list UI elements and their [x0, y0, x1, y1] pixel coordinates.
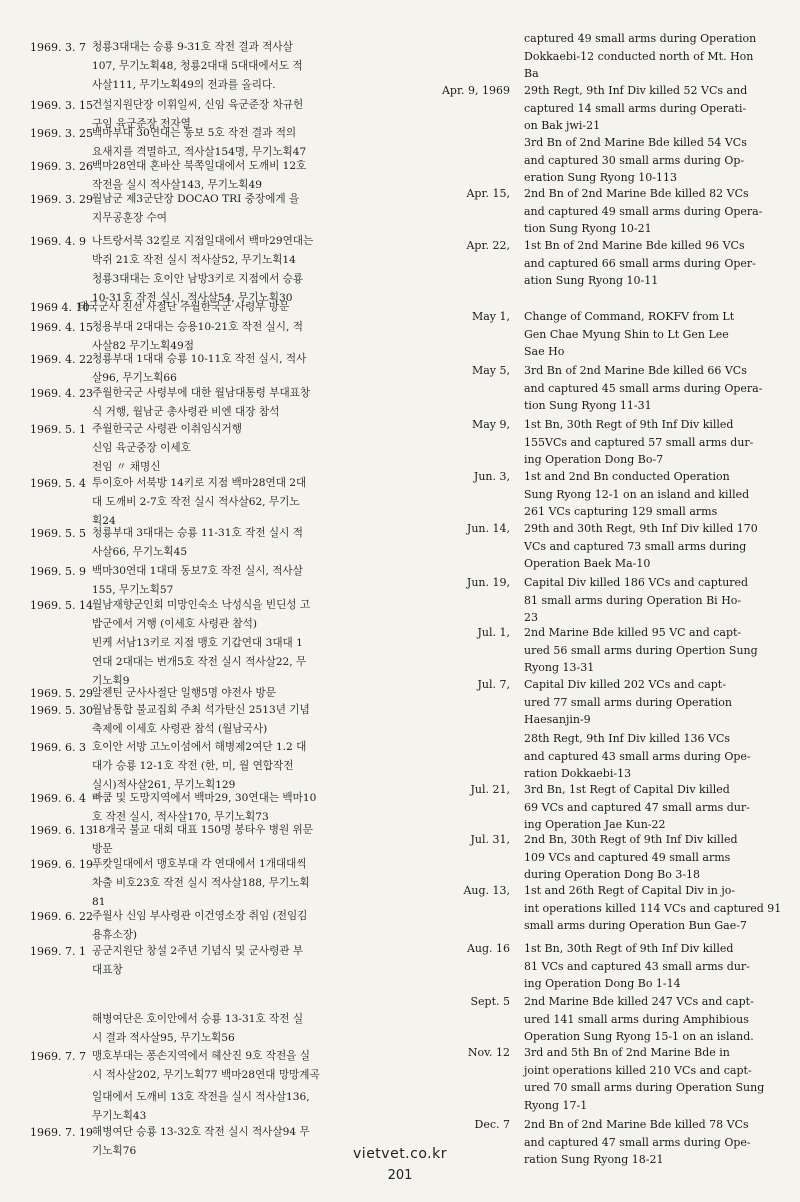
entry-line: Sae Ho — [524, 345, 565, 358]
entry-line: 대 도깨비 2-7호 작전 실시 적사살62, 무기노 — [92, 496, 300, 508]
entry-line: ation Sung Ryong 10-11 — [524, 274, 659, 287]
entry-text — [92, 738, 382, 795]
entry-line: 백마부대 30연대는 동보 5호 작전 결과 적의 — [92, 127, 297, 139]
entry-line: 청용부대 2대대는 승용10-21호 작전 실시, 적 — [92, 321, 303, 333]
entry-line: 1st Bn, 30th Regt of 9th Inf Div killed — [524, 418, 734, 431]
entry-date: 1969. 7. 19 — [30, 1126, 93, 1139]
entry-line: 28th Regt, 9th Inf Div killed 136 VCs — [524, 732, 731, 745]
entry-text — [92, 474, 382, 531]
entry-text — [92, 1088, 382, 1126]
entry-line: 기노획76 — [92, 1145, 137, 1157]
entry-line: 방문 — [92, 843, 113, 855]
entry-line: 69 VCs and captured 47 small arms dur- — [524, 800, 750, 814]
entry-line: 청룡3대대는 호이안 남방3키로 지점에서 승룡 — [92, 273, 304, 285]
entry-date: Jul. 7, — [477, 678, 510, 691]
entry-line: small arms during Operation Bun Gae-7 — [524, 919, 747, 932]
entry-text — [92, 907, 382, 945]
entry-line: on Bak jwi-21 — [524, 119, 601, 132]
entry-text — [92, 701, 382, 739]
entry-date: May 5, — [471, 364, 510, 377]
entry-text — [92, 942, 382, 980]
entry-date: 1969. 6. 19 — [30, 858, 93, 871]
entry-line: 빈케 서남13키로 지점 맹호 기갑연대 3대대 1 — [92, 637, 303, 649]
entry-line: Operation Baek Ma-10 — [524, 557, 651, 570]
entry-line: 백마28연대 혼바산 북쪽일대에서 도깨비 12호 — [92, 160, 307, 172]
entry-date: 1969. 5. 4 — [30, 477, 86, 490]
entry-line: 태국군사 친선 사절단 주월한국군 사령부 방문 — [78, 301, 290, 313]
entry-date: 1969. 4. 22 — [30, 353, 93, 366]
entry-line: Ryong 13-31 — [524, 661, 595, 674]
entry-text — [524, 624, 800, 677]
entry-text — [92, 596, 382, 691]
entry-line: 1st and 2nd Bn conducted Operation — [524, 470, 730, 483]
entry-line: and captured 66 small arms during Oper- — [524, 256, 756, 270]
entry-line: Haesanjin-9 — [524, 713, 591, 726]
entry-text — [524, 676, 800, 729]
entry-line: ured 56 small arms during Opertion Sung — [524, 643, 758, 657]
entry-text — [92, 1010, 382, 1048]
entry-line: 기노획9 — [92, 675, 130, 687]
entry-text — [524, 82, 800, 135]
entry-line: 차출 비호23호 작전 실시 적사살188, 무기노획 — [92, 877, 310, 889]
entry-text — [524, 468, 800, 521]
entry-line: 사살66, 무기노획45 — [92, 546, 188, 558]
entry-line: 밥군에서 거행 (이세호 사령관 참석) — [92, 618, 258, 630]
entry-line: Capital Div killed 202 VCs and capt- — [524, 678, 726, 691]
entry-date: 1969. 3. 7 — [30, 41, 86, 54]
entry-line: ured 77 small arms during Operation — [524, 695, 732, 709]
entry-text — [92, 384, 382, 422]
entry-line: 2nd Bn, 30th Regt of 9th Inf Div killed — [524, 833, 738, 846]
entry-date: Aug. 13, — [463, 884, 510, 897]
entry-line: 2nd Bn of 2nd Marine Bde killed 78 VCs — [524, 1118, 749, 1131]
entry-date: Dec. 7 — [474, 1118, 510, 1131]
entry-text — [524, 416, 800, 469]
entry-date: 1969. 7. 1 — [30, 945, 86, 958]
entry-line: 청룡3대대는 승룡 9-31호 작전 결과 적사살 — [92, 41, 293, 53]
entry-line: 연대 2대대는 번개5호 작전 실시 적사살22, 무 — [92, 656, 307, 668]
entry-line: 29th and 30th Regt, 9th Inf Div killed 170 — [524, 522, 758, 535]
entry-line: 전임 〃 채명신 — [92, 461, 161, 473]
entry-line: 10-31호 작전 실시, 적사살54, 무기노획30 — [92, 292, 293, 304]
entry-date: May 9, — [471, 418, 510, 431]
entry-line: 주월한국군 사령부에 대한 월남대통령 부대표창 — [92, 387, 311, 399]
entry-line: ration Sung Ryong 18-21 — [524, 1153, 664, 1166]
entry-line: Dokkaebi-12 conducted north of Mt. Hon — [524, 49, 754, 63]
entry-line: 투이호아 서북방 14키로 지점 백마28연대 2대 — [92, 477, 307, 489]
entry-line: 맹호부대는 퐁손지역에서 헤산진 9호 작전을 실 — [92, 1050, 311, 1062]
entry-date: 1969. 6. 4 — [30, 792, 86, 805]
entry-line: 해병여단은 호이안에서 승룡 13-31호 작전 실 — [92, 1013, 304, 1025]
entry-line: int operations killed 114 VCs and captured 91 — [524, 901, 782, 915]
entry-line: 일대에서 도깨비 13호 작전을 실시 적사살136, — [92, 1091, 310, 1103]
entry-line: 3rd Bn of 2nd Marine Bde killed 66 VCs — [524, 364, 747, 377]
entry-line: 시 적사살202, 무기노획77 백마28연대 망망계곡 — [92, 1069, 320, 1081]
entry-line: 신임 육군중장 이세호 — [92, 442, 191, 454]
entry-text — [92, 190, 382, 228]
entry-text — [524, 882, 800, 935]
entry-text — [524, 940, 800, 993]
entry-line: 주월사 신임 부사령관 이건영소장 취임 (전임김 — [92, 910, 308, 922]
entry-line: 축제에 이세호 사령관 참석 (월남국사) — [92, 723, 268, 735]
entry-line: 261 VCs capturing 129 small arms — [524, 505, 718, 518]
entry-date: Jul. 1, — [477, 626, 510, 639]
entry-line: Capital Div killed 186 VCs and captured — [524, 576, 749, 589]
entry-line: eration Sung Ryong 10-113 — [524, 171, 677, 184]
entry-text — [524, 237, 800, 290]
entry-text — [524, 1044, 800, 1114]
entry-line: captured 14 small arms during Operati- — [524, 101, 747, 115]
entry-line: 2nd Marine Bde killed 247 VCs and capt- — [524, 995, 754, 1008]
entry-line: Ba — [524, 67, 539, 80]
entry-line: ing Operation Dong Bo 1-14 — [524, 977, 681, 990]
entry-line: 대표창 — [92, 964, 123, 976]
entry-line: 23 — [524, 611, 538, 624]
entry-text — [524, 781, 800, 834]
entry-date: Nov. 12 — [467, 1046, 510, 1059]
entry-line: joint operations killed 210 VCs and capt- — [524, 1063, 752, 1077]
entry-line: Gen Chae Myung Shin to Lt Gen Lee — [524, 327, 729, 341]
entry-line: 실시)적사살261, 무기노획129 — [92, 779, 236, 791]
entry-text — [524, 993, 800, 1046]
entry-line: 청룡부대 3대대는 승룡 11-31호 작전 실시 적 — [92, 527, 303, 539]
entry-line: 빠쿰 및 도망지역에서 백마29, 30연대는 백마10 — [92, 792, 317, 804]
entry-text — [92, 855, 382, 912]
entry-line: 주월한국군 사령관 이취임식거행 — [92, 423, 243, 435]
entry-line: and captured 30 small arms during Op- — [524, 153, 745, 167]
entry-date: 1969. 7. 7 — [30, 1050, 86, 1063]
entry-line: 월남통합 불교집회 주최 석가탄신 2513년 기념 — [92, 704, 310, 716]
entry-date: 1969. 5. 5 — [30, 527, 86, 540]
entry-line: 사살82 무기노획49점 — [92, 340, 194, 352]
entry-line: 1st and 26th Regt of Capital Div in jo- — [524, 884, 736, 897]
entry-line: 81 small arms during Operation Bi Ho- — [524, 593, 742, 607]
entry-date: 1969. 3. 26 — [30, 160, 93, 173]
entry-line: tion Sung Ryong 11-31 — [524, 399, 652, 412]
entry-text — [524, 30, 800, 83]
entry-line: Change of Command, ROKFV from Lt — [524, 310, 735, 323]
entry-date: Apr. 9, 1969 — [441, 84, 510, 97]
entry-date: Apr. 22, — [466, 239, 510, 252]
entry-line: 사살111, 무기노획49의 전과를 올리다. — [92, 79, 276, 91]
entry-date: 1969. 5. 1 — [30, 423, 86, 436]
entry-line: 박쥐 21호 작전 실시 적사살52, 무기노획14 — [92, 254, 296, 266]
entry-date: 1969. 6. 22 — [30, 910, 93, 923]
entry-date: Jul. 21, — [470, 783, 510, 796]
entry-text — [524, 574, 800, 627]
entry-text — [92, 562, 382, 600]
entry-date: 1969. 4. 9 — [30, 235, 86, 248]
entry-text — [78, 298, 388, 317]
entry-date: 1969. 6. 3 — [30, 741, 86, 754]
entry-line: 지무공훈장 수여 — [92, 212, 168, 224]
entry-line: and captured 49 small arms during Opera- — [524, 204, 763, 218]
entry-date: 1969. 5. 30 — [30, 704, 93, 717]
entry-line: and captured 43 small arms during Ope- — [524, 749, 751, 763]
entry-line: 구임 육군준장 전자열 — [92, 118, 191, 130]
entry-line: 푸캇일대에서 맹호부대 각 연대에서 1개대대씩 — [92, 858, 307, 870]
entry-line: 작전을 실시 적사살143, 무기노획49 — [92, 179, 262, 191]
entry-line: tion Sung Ryong 10-21 — [524, 222, 652, 235]
entry-date: Jun. 14, — [466, 522, 510, 535]
entry-text — [524, 185, 800, 238]
entry-text — [524, 362, 800, 415]
entry-text — [524, 308, 800, 361]
entry-date: Aug. 16 — [466, 942, 510, 955]
page-number: 201 — [387, 1168, 413, 1183]
entry-line: 살96, 무기노획66 — [92, 372, 177, 384]
entry-line: 월남재향군인회 미망인숙소 낙성식을 빈딘성 고 — [92, 599, 311, 611]
english-chronology-column — [418, 0, 800, 1166]
entry-line: Sung Ryong 12-1 on an island and killed — [524, 487, 750, 501]
entry-line: and captured 45 small arms during Opera- — [524, 381, 763, 395]
entry-date: 1969. 6. 13 — [30, 824, 93, 837]
entry-text — [92, 232, 382, 308]
entry-date: Jul. 31, — [470, 833, 510, 846]
entry-line: 107, 무기노획48, 청룡2대대 5대대에서도 적 — [92, 60, 303, 72]
entry-line: 알젠틴 군사사절단 일행5명 야전사 방문 — [92, 687, 276, 699]
entry-line: 155, 무기노획57 — [92, 584, 174, 596]
entry-text — [92, 420, 382, 477]
entry-line: 1st Bn of 2nd Marine Bde killed 96 VCs — [524, 239, 745, 252]
entry-line: 3rd Bn, 1st Regt of Capital Div killed — [524, 783, 730, 796]
entry-line: Operation Sung Ryong 15-1 on an island. — [524, 1030, 754, 1043]
entry-line: 81 VCs and captured 43 small arms dur- — [524, 959, 750, 973]
entry-text — [524, 520, 800, 573]
entry-line: VCs and captured 73 small arms during — [524, 539, 747, 553]
entry-text — [92, 38, 382, 95]
footer-site-url: vietvet.co.kr — [353, 1146, 447, 1162]
entry-line: captured 49 small arms during Operation — [524, 32, 757, 45]
entry-line: 18개국 불교 대회 대표 150명 봉타우 병원 위문 — [92, 824, 314, 836]
entry-line: 2nd Marine Bde killed 95 VC and capt- — [524, 626, 742, 639]
entry-line: 109 VCs and captured 49 small arms — [524, 850, 731, 864]
entry-line: 3rd Bn of 2nd Marine Bde killed 54 VCs — [524, 136, 747, 149]
entry-line: 공군지원단 창설 2주년 기념식 및 군사령관 부 — [92, 945, 304, 957]
entry-line: 2nd Bn of 2nd Marine Bde killed 82 VCs — [524, 187, 749, 200]
entry-date: May 1, — [471, 310, 510, 323]
entry-text — [524, 134, 800, 187]
entry-line: Ryong 17-1 — [524, 1098, 588, 1112]
entry-line: 1st Bn, 30th Regt of 9th Inf Div killed — [524, 942, 734, 955]
entry-date: Sept. 5 — [470, 995, 510, 1008]
entry-line: ing Operation Jae Kun-22 — [524, 818, 666, 831]
entry-line: 백마30연대 1대대 동보7호 작전 실시, 적사살 — [92, 565, 303, 577]
entry-line: 나트랑서북 32킬로 지점일대에서 백마29연대는 — [92, 235, 314, 247]
entry-date: Apr. 15, — [466, 187, 510, 200]
entry-date: 1969. 5. 9 — [30, 565, 86, 578]
entry-line: and captured 47 small arms during Ope- — [524, 1135, 751, 1149]
entry-line: 155VCs and captured 57 small arms dur- — [524, 435, 754, 449]
entry-date: 1969. 5. 14 — [30, 599, 93, 612]
entry-line: ured 141 small arms during Amphibious — [524, 1012, 749, 1026]
entry-date: Jun. 19, — [466, 576, 510, 589]
entry-line: 호이안 서방 고노이섬에서 해병제2여단 1.2 대 — [92, 741, 307, 753]
entry-text — [92, 524, 382, 562]
entry-line: ing Operation Dong Bo-7 — [524, 453, 664, 466]
entry-date: 1969. 3. 25 — [30, 127, 93, 140]
entry-line: 용휴소장) — [92, 929, 138, 941]
entry-date: 1969 4. 10 — [30, 301, 90, 314]
entry-line: 요새지를 격멸하고, 적사살154명, 무기노획47 — [92, 146, 307, 158]
entry-line: ured 70 small arms during Operation Sung — [524, 1081, 765, 1094]
entry-text — [92, 821, 382, 859]
entry-line: 획24 — [92, 515, 116, 527]
entry-date: Jun. 3, — [473, 470, 510, 483]
entry-line: 식 거행, 월남군 총사령관 비엔 대장 참석 — [92, 406, 280, 418]
entry-line: ration Dokkaebi-13 — [524, 767, 632, 780]
entry-text — [92, 1047, 382, 1085]
entry-line: 호 작전 실시, 적사살170, 무기노획73 — [92, 811, 269, 823]
entry-date: 1969. 4. 15 — [30, 321, 93, 334]
entry-text — [524, 831, 800, 884]
entry-line: 29th Regt, 9th Inf Div killed 52 VCs and — [524, 84, 748, 97]
entry-line: 81 — [92, 896, 106, 908]
entry-date: 1969. 3. 29 — [30, 193, 93, 206]
entry-line: 대가 승룡 12-1호 작전 (한, 미, 월 연합작전 — [92, 760, 294, 772]
entry-text — [524, 730, 800, 783]
entry-line: 3rd and 5th Bn of 2nd Marine Bde in — [524, 1046, 730, 1059]
entry-line: 건설지원단장 이휘일씨, 신임 육군준장 차규헌 — [92, 99, 304, 111]
entry-line: 시 결과 적사살95, 무기노획56 — [92, 1032, 235, 1044]
entry-date: 1969. 4. 23 — [30, 387, 93, 400]
entry-line: 해병여단 승룡 13-32호 작전 실시 적사살94 무 — [92, 1126, 310, 1138]
entry-line: 무기노획43 — [92, 1110, 147, 1122]
entry-line: during Operation Dong Bo 3-18 — [524, 868, 701, 881]
entry-line: 청룡부대 1대대 승룡 10-11호 작전 실시, 적사 — [92, 353, 307, 365]
entry-line: 월남군 제3군단장 DOCAO TRI 중장에게 을 — [92, 193, 300, 205]
entry-date: 1969. 5. 29 — [30, 687, 93, 700]
entry-date: 1969. 3. 15 — [30, 99, 93, 112]
entry-text — [92, 350, 382, 388]
